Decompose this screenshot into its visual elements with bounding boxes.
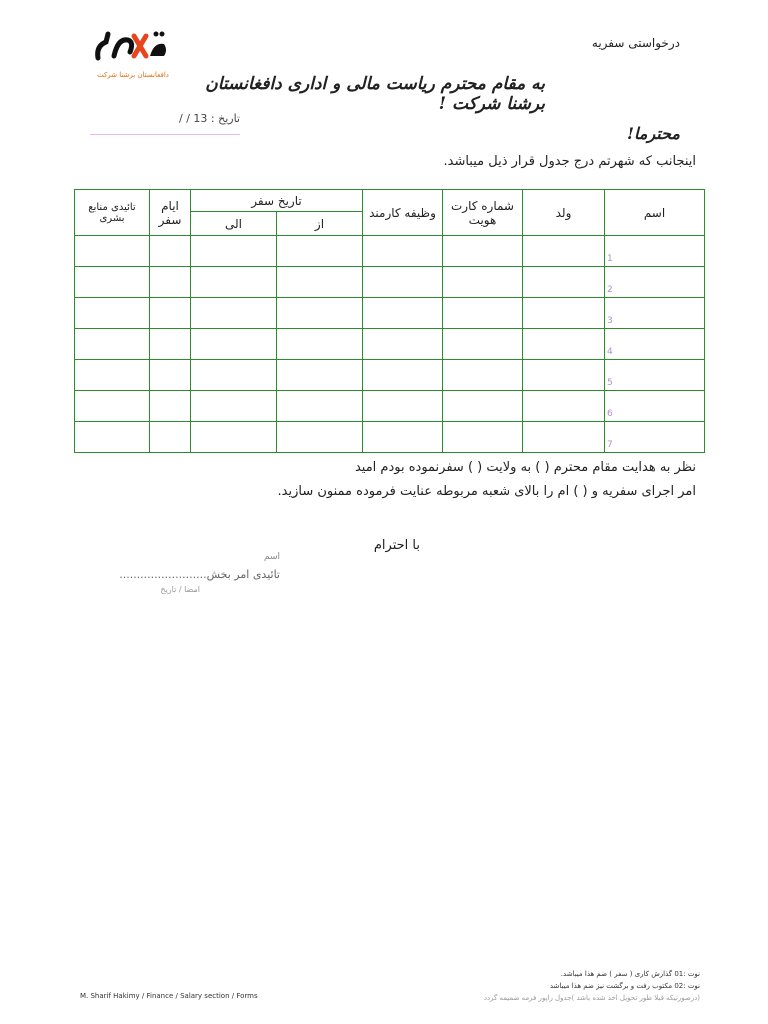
table-row — [75, 267, 705, 298]
table-cell[interactable] — [277, 422, 363, 453]
table-cell[interactable] — [523, 236, 605, 267]
salutation: به مقام محترم ریاست مالی و اداری دافغانستان برشنا شرکت ! — [205, 74, 545, 114]
table-cell[interactable] — [75, 391, 150, 422]
name-label: اسم — [263, 552, 280, 562]
table-cell[interactable] — [150, 236, 191, 267]
logo-subtitle: دافغانستان برشنا شرکت — [97, 71, 169, 79]
table-cell[interactable] — [363, 298, 443, 329]
table-cell[interactable] — [75, 236, 150, 267]
table-cell[interactable] — [150, 298, 191, 329]
table-cell[interactable] — [191, 267, 277, 298]
col-hr-approval: تائیدی منابع بشری — [75, 190, 150, 236]
table-cell[interactable] — [75, 360, 150, 391]
table-row — [75, 360, 705, 391]
col-father: ولد — [523, 190, 605, 236]
table-cell[interactable] — [150, 267, 191, 298]
table-cell[interactable] — [363, 267, 443, 298]
table-cell[interactable] — [523, 360, 605, 391]
table-cell[interactable] — [191, 329, 277, 360]
regards: با احترام — [373, 538, 420, 553]
table-cell[interactable] — [443, 391, 523, 422]
intro-text: اینجانب که شهرتم درج جدول قرار ذیل میباشد. — [443, 154, 696, 169]
col-from: از — [277, 212, 363, 236]
table-cell[interactable] — [443, 422, 523, 453]
note-1: نوت :01 گذارش کاری ( سفر ) ضم هذا میباشد. — [560, 970, 700, 978]
table-cell[interactable] — [443, 360, 523, 391]
row-number-cell[interactable]: 3 — [605, 298, 705, 329]
note-3: (درصورتیکه قبلا طور تحویل اخذ شده باشد )جدول راپور فرمه ضمیمه گردد — [483, 994, 700, 1002]
table-cell[interactable] — [363, 422, 443, 453]
col-id-card: شماره کارت هویت — [443, 190, 523, 236]
col-position: وظیفه کارمند — [363, 190, 443, 236]
table-cell[interactable] — [443, 267, 523, 298]
table-cell[interactable] — [523, 391, 605, 422]
footer-credit: M. Sharif Hakimy / Finance / Salary section / Forms — [80, 992, 258, 1000]
approval-line: تائیدی امر بخش......................... — [119, 568, 280, 581]
greeting: محترما! — [626, 124, 680, 143]
body-line-1: نظر به هدایت مقام محترم ( ) به ولایت ( ) سفرنموده بودم امید — [354, 460, 696, 475]
table-row — [75, 236, 705, 267]
table-cell[interactable] — [75, 298, 150, 329]
table-cell[interactable] — [523, 422, 605, 453]
table-cell[interactable] — [75, 422, 150, 453]
col-trip-date: تاریخ سفر — [191, 190, 363, 212]
table-cell[interactable] — [150, 329, 191, 360]
table-row — [75, 298, 705, 329]
col-to: الی — [191, 212, 277, 236]
table-cell[interactable] — [75, 329, 150, 360]
document-label: درخواستی سفریه — [591, 36, 680, 50]
table-cell[interactable] — [363, 360, 443, 391]
table-cell[interactable] — [75, 267, 150, 298]
table-cell[interactable] — [277, 298, 363, 329]
row-number-cell[interactable]: 2 — [605, 267, 705, 298]
table-row — [75, 422, 705, 453]
table-cell[interactable] — [150, 391, 191, 422]
col-days: ایام سفر — [150, 190, 191, 236]
table-cell[interactable] — [277, 329, 363, 360]
row-number-cell[interactable]: 1 — [605, 236, 705, 267]
table-cell[interactable] — [363, 329, 443, 360]
table-cell[interactable] — [277, 360, 363, 391]
table-cell[interactable] — [191, 236, 277, 267]
table-cell[interactable] — [277, 267, 363, 298]
body-line-2: امر اجرای سفریه و ( ) ام را بالای شعبه مربوطه عنایت فرموده ممنون سازید. — [277, 484, 696, 499]
table-cell[interactable] — [150, 360, 191, 391]
row-number-cell[interactable]: 7 — [605, 422, 705, 453]
signature-date: امضا / تاریخ — [160, 585, 200, 594]
barshna-logo — [94, 28, 170, 64]
table-cell[interactable] — [443, 298, 523, 329]
row-number-cell[interactable]: 5 — [605, 360, 705, 391]
date-field: تاریخ : 13 / / — [179, 112, 240, 125]
table-cell[interactable] — [363, 391, 443, 422]
table-cell[interactable] — [150, 422, 191, 453]
table-cell[interactable] — [191, 298, 277, 329]
table-cell[interactable] — [277, 236, 363, 267]
row-number-cell[interactable]: 6 — [605, 391, 705, 422]
table-cell[interactable] — [277, 391, 363, 422]
table-cell[interactable] — [523, 298, 605, 329]
note-2: نوت :02 مکتوب رفت و برگشت نیز ضم هذا میباشد — [549, 982, 700, 990]
table-cell[interactable] — [191, 391, 277, 422]
travel-table — [74, 189, 705, 453]
table-cell[interactable] — [523, 267, 605, 298]
table-cell[interactable] — [191, 422, 277, 453]
table-cell[interactable] — [191, 360, 277, 391]
row-number-cell[interactable]: 4 — [605, 329, 705, 360]
table-cell[interactable] — [363, 236, 443, 267]
table-row — [75, 391, 705, 422]
table-cell[interactable] — [523, 329, 605, 360]
table-row — [75, 329, 705, 360]
table-cell[interactable] — [443, 236, 523, 267]
col-name: اسم — [605, 190, 705, 236]
date-underline — [90, 134, 240, 135]
table-cell[interactable] — [443, 329, 523, 360]
